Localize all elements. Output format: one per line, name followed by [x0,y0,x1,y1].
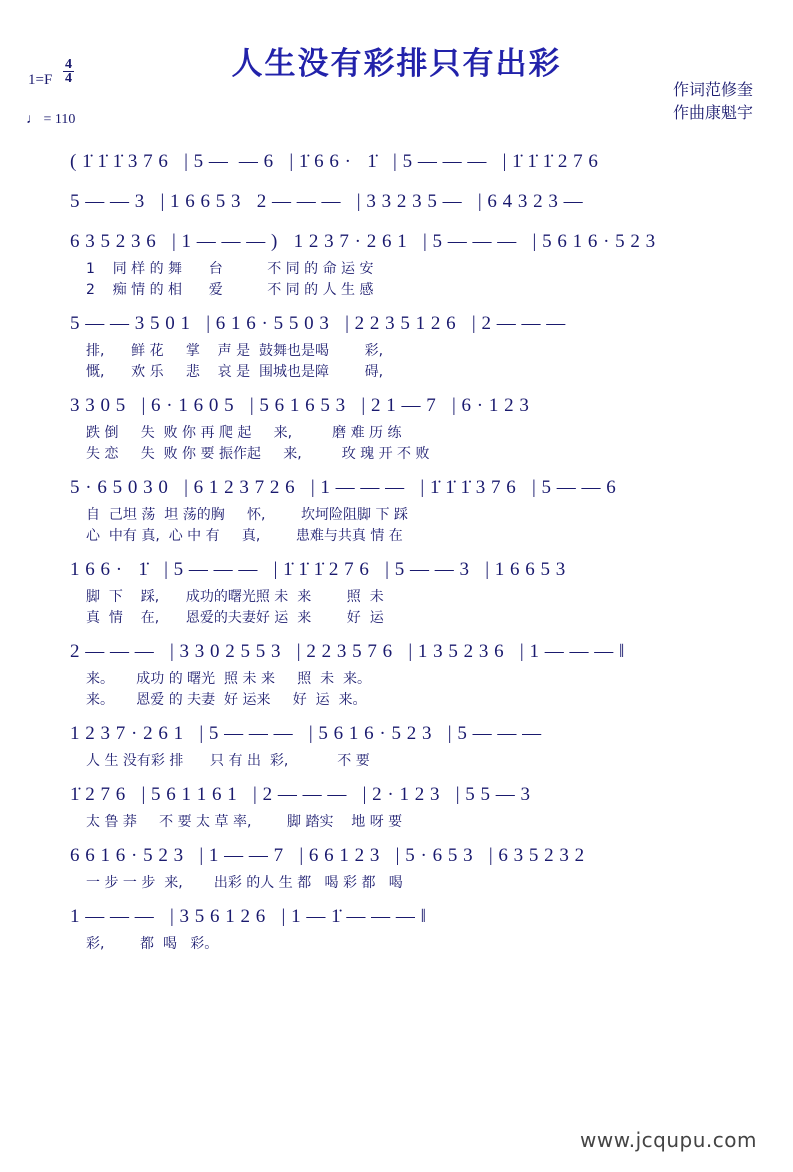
lyric-line-verse1: 自 己坦 荡 坦 荡的胸 怀, 坎坷险阻脚 下 踩 [86,507,408,523]
notation-line: 1 — — — | 3 5 6 1 2 6 | 1 — 1̇ — — — ‖ [70,906,427,927]
music-system [0,185,793,219]
music-system [0,145,793,179]
lyric-line-verse2: 心 中有 真, 心 中 有 真, 患难与共真 情 在 [86,528,403,544]
notation-line: 6 3 5 2 3 6 | 1 — — — ) 1 2 3 7 · 2 6 1 | 5 — — — | 5 6 1 6 · 5 2 3 [70,231,656,252]
music-system [0,471,793,547]
notation-line: 1̇ 2 7 6 | 5 6 1 1 6 1 | 2 — — — | 2 · 1 2 3 | 5 5 — 3 [70,784,531,805]
music-system [0,717,793,772]
notation-line: 5 · 6 5 0 3 0 | 6 1 2 3 7 2 6 | 1 — — — | 1̇ 1̇ 1̇ 3 7 6 | 5 — — 6 [70,477,617,498]
lyric-line-verse1: 来。 成功 的 曙光 照 未 来 照 未 来。 [86,671,372,687]
lyric-line-verse1: 脚 下 踩, 成功的曙光照 未 来 照 未 [86,589,384,605]
composer-credit: 作曲康魁宇 [672,103,753,122]
lyric-line-verse1: 排, 鲜 花 掌 声 是 鼓舞也是喝 彩, [86,343,384,359]
page-title: 人生没有彩排只有出彩 [231,46,562,82]
notation-line: 5 — — 3 | 1 6 6 5 3 2 — — — | 3 3 2 3 5 — | 6 4 3 2 3 — [70,191,584,212]
music-system [0,778,793,833]
lyric-line-verse2: 慨, 欢 乐 悲 哀 是 围城也是障 碍, [86,364,384,380]
notation-line: ( 1̇ 1̇ 1̇ 3 7 6 | 5 — — 6 | 1̇ 6 6 · 1̇ | 5 — — — | 1̇ 1̇ 1̇ 2 7 6 [70,151,599,172]
lyric-line-verse1: 彩, 都 喝 彩。 [86,936,219,952]
notation-line: 1 2 3 7 · 2 6 1 | 5 — — — | 5 6 1 6 · 5 2 3 | 5 — — — [70,723,542,744]
credits [673,78,753,124]
notation-line: 2 — — — | 3 3 0 2 5 5 3 | 2 2 3 5 7 6 | 1 3 5 2 3 6 | 1 — — — ‖ [70,641,625,662]
meter-numerator: 4 [65,57,72,72]
notation-line: 6 6 1 6 · 5 2 3 | 1 — — 7 | 6 6 1 2 3 | 5 · 6 5 3 | 6 3 5 2 3 2 [70,845,585,866]
music-system [0,900,793,955]
website-watermark: www.jcqupu.com [580,1128,757,1152]
lyric-line-verse1: 太 鲁 莽 不 要 太 草 率, 脚 踏实 地 呀 要 [86,814,403,830]
notation-line: 3 3 0 5 | 6 · 1 6 0 5 | 5 6 1 6 5 3 | 2 1 — 7 | 6 · 1 2 3 [70,395,530,416]
lyric-line-verse2: 真 情 在, 恩爱的夫妻好 运 来 好 运 [86,610,384,626]
tempo-marking: ♩ = 110 [26,112,76,127]
lyric-line-verse2: 来。 恩爱 的 夫妻 好 运来 好 运 来。 [86,692,367,708]
notation-line: 1 6 6 · 1̇ | 5 — — — | 1̇ 1̇ 1̇ 2 7 6 | 5 — — 3 | 1 6 6 5 3 [70,559,566,580]
meter-denominator: 4 [65,71,72,86]
lyric-line-verse1: 一 步 一 步 来, 出彩 的人 生 都 喝 彩 都 喝 [86,875,403,891]
music-system [0,839,793,894]
lyric-line-verse2: 失 恋 失 败 你 要 振作起 来, 玫 瑰 开 不 败 [86,446,430,462]
music-system [0,307,793,383]
key-signature: 1=F [28,72,53,88]
notation-line: 5 — — 3 5 0 1 | 6 1 6 · 5 5 0 3 | 2 2 3 5 1 2 6 | 2 — — — [70,313,566,334]
score-body [0,145,793,961]
lyricist-credit: 作词范修奎 [672,80,753,99]
lyric-line-verse1: 跌 倒 失 败 你 再 爬 起 来, 磨 难 历 练 [86,425,402,441]
music-system [0,553,793,629]
music-system [0,225,793,301]
lyric-line-verse1: 1 同 样 的 舞 台 不 同 的 命 运 安 [86,261,374,277]
lyric-line-verse2: 2 痴 情 的 相 爱 不 同 的 人 生 感 [86,282,374,298]
music-system [0,389,793,465]
lyric-line-verse1: 人 生 没有彩 排 只 有 出 彩, 不 要 [86,753,370,769]
music-system [0,635,793,711]
time-signature [63,58,74,85]
